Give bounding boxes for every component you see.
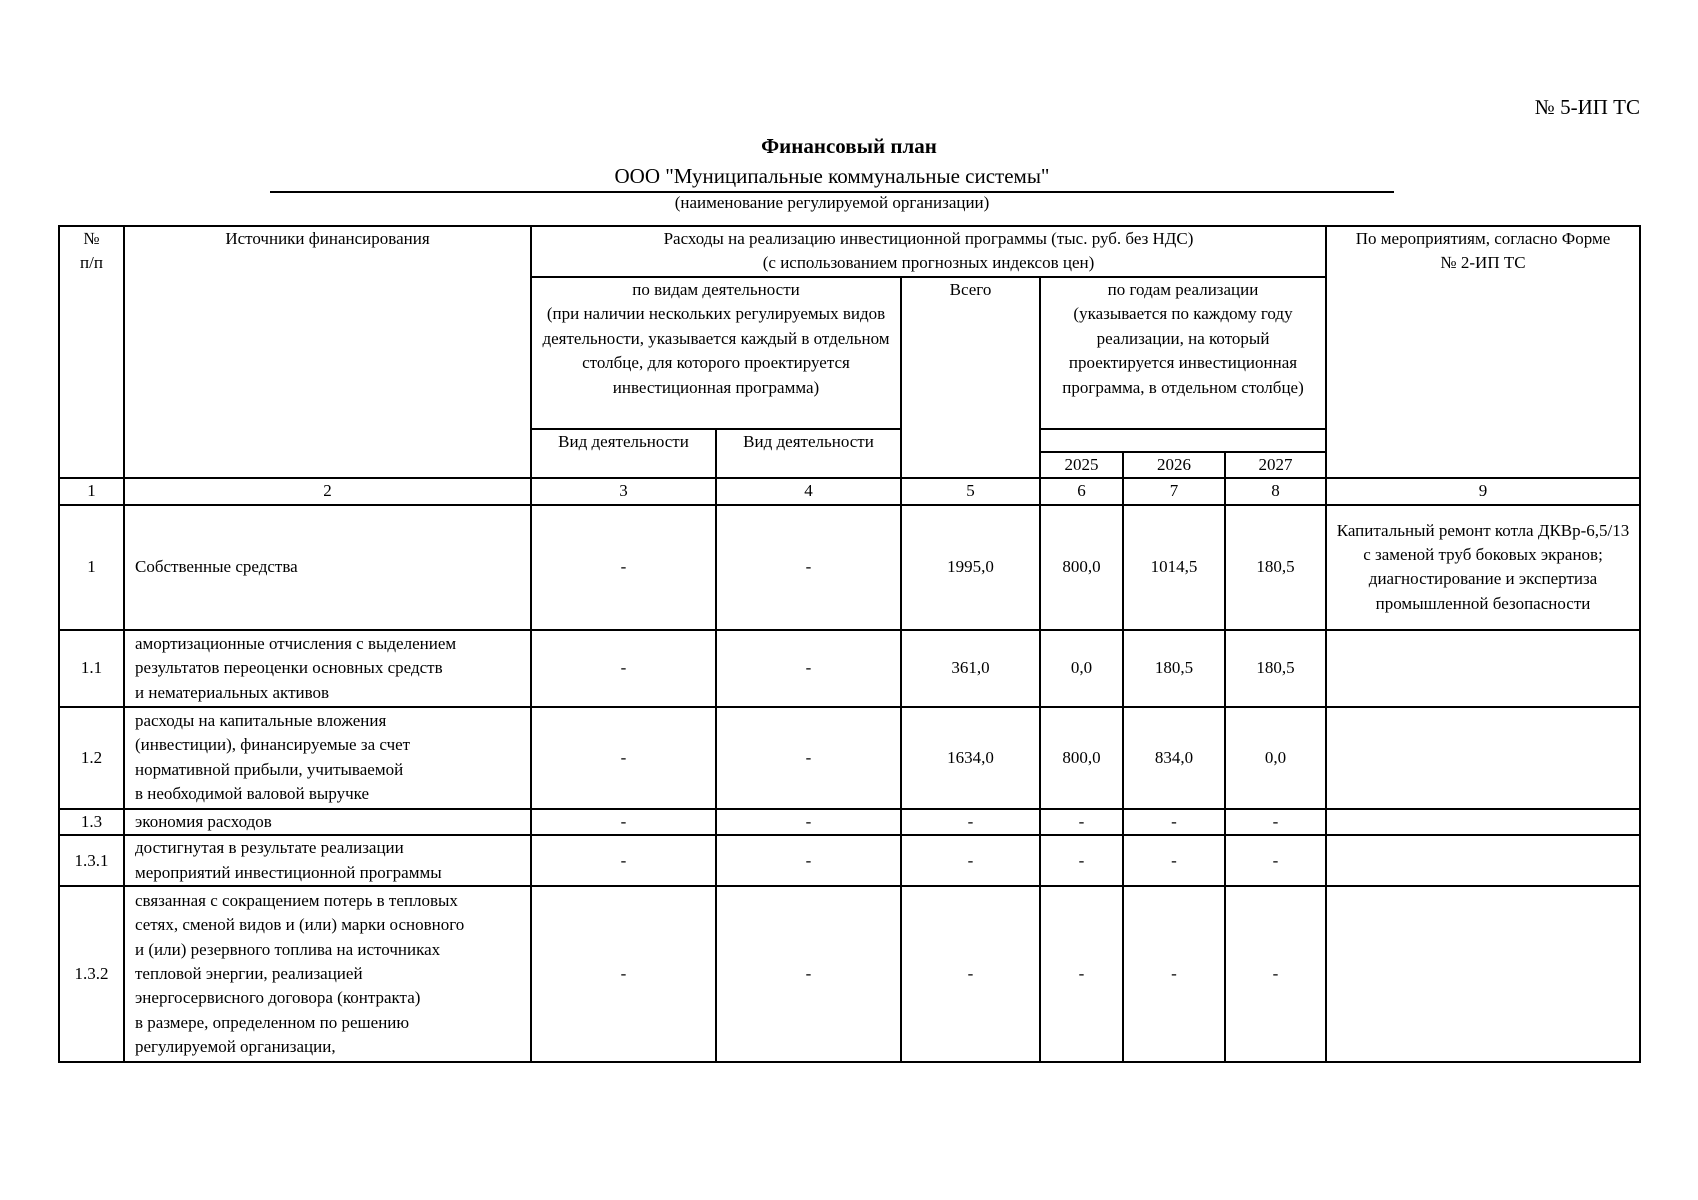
row-total-value: 361,0 [901, 630, 1040, 707]
header-year-2026: 2026 [1123, 452, 1225, 478]
header-row-number: № п/п [59, 226, 124, 478]
row-activity-1-value: - [531, 707, 716, 809]
header-sources: Источники финансирования [124, 226, 531, 478]
row-2025-value: - [1040, 835, 1123, 886]
header-year-spacer [1040, 429, 1326, 452]
organization-caption: (наименование регулируемой организации) [674, 193, 990, 212]
table-header [59, 226, 1640, 505]
row-2027-value: - [1225, 886, 1326, 1062]
financial-plan-table [58, 225, 1641, 1063]
table-row [59, 886, 1640, 1062]
header-by-activity: по видам деятельности (при наличии нескольких регулируемых видов деятельности, указывается каждый в отдельном столбце, для которого проектируется инвестиционная программа) [531, 277, 901, 429]
table-body [59, 505, 1640, 1062]
table-row [59, 809, 1640, 835]
row-activity-1-value: - [531, 505, 716, 630]
header-year-2025: 2025 [1040, 452, 1123, 478]
row-source-name: связанная с сокращением потерь в тепловых сетях, сменой видов и (или) марки основного и (или) резервного топлива на источниках тепловой энергии, реализацией энергосервисного договора (контракта) в размере, определенном по решению регулируемой организации, [124, 886, 531, 1062]
row-activity-2-value: - [716, 886, 901, 1062]
table-row [59, 835, 1640, 886]
header-by-measure: По мероприятиям, согласно Форме № 2-ИП ТС [1326, 226, 1640, 478]
column-number: 5 [901, 478, 1040, 504]
row-number: 1 [59, 505, 124, 630]
row-activity-1-value: - [531, 630, 716, 707]
row-source-name: достигнутая в результате реализации мероприятий инвестиционной программы [124, 835, 531, 886]
table-row [59, 630, 1640, 707]
table-row [59, 505, 1640, 630]
header-year-2027: 2027 [1225, 452, 1326, 478]
header-total: Всего [901, 277, 1040, 478]
row-2025-value: - [1040, 886, 1123, 1062]
row-total-value: - [901, 809, 1040, 835]
table-row [59, 707, 1640, 809]
row-activity-2-value: - [716, 835, 901, 886]
row-2026-value: 180,5 [1123, 630, 1225, 707]
row-total-value: 1995,0 [901, 505, 1040, 630]
row-number: 1.2 [59, 707, 124, 809]
form-code: № 5-ИП ТС [1534, 95, 1640, 119]
row-number: 1.1 [59, 630, 124, 707]
row-2025-value: 0,0 [1040, 630, 1123, 707]
row-number: 1.3.1 [59, 835, 124, 886]
row-2026-value: - [1123, 886, 1225, 1062]
row-source-name: амортизационные отчисления с выделением результатов переоценки основных средств и нематериальных активов [124, 630, 531, 707]
row-source-name: Собственные средства [124, 505, 531, 630]
row-total-value: - [901, 886, 1040, 1062]
row-2027-value: - [1225, 809, 1326, 835]
row-number: 1.3 [59, 809, 124, 835]
row-activity-1-value: - [531, 835, 716, 886]
row-measure [1326, 707, 1640, 809]
row-activity-1-value: - [531, 886, 716, 1062]
row-2026-value: 1014,5 [1123, 505, 1225, 630]
column-number: 9 [1326, 478, 1640, 504]
column-number: 7 [1123, 478, 1225, 504]
row-source-name: расходы на капитальные вложения (инвестиции), финансируемые за счет нормативной прибыли, учитываемой в необходимой валовой выручке [124, 707, 531, 809]
row-measure [1326, 886, 1640, 1062]
column-number-row [59, 478, 1640, 504]
row-2026-value: - [1123, 835, 1225, 886]
row-2026-value: - [1123, 809, 1225, 835]
row-measure [1326, 809, 1640, 835]
row-measure: Капитальный ремонт котла ДКВр-6,5/13 с заменой труб боковых экранов; диагностирование и экспертиза промышленной безопасности [1326, 505, 1640, 630]
header-activity-2: Вид деятельности [716, 429, 901, 478]
row-2025-value: 800,0 [1040, 505, 1123, 630]
row-2026-value: 834,0 [1123, 707, 1225, 809]
document-title: Финансовый план [761, 134, 937, 158]
column-number: 1 [59, 478, 124, 504]
header-activity-1: Вид деятельности [531, 429, 716, 478]
row-activity-2-value: - [716, 809, 901, 835]
row-2027-value: 180,5 [1225, 630, 1326, 707]
column-number: 2 [124, 478, 531, 504]
row-measure [1326, 835, 1640, 886]
header-by-year: по годам реализации (указывается по каждому году реализации, на который проектируется инвестиционная программа, в отдельном столбце) [1040, 277, 1326, 429]
column-number: 4 [716, 478, 901, 504]
row-measure [1326, 630, 1640, 707]
column-number: 3 [531, 478, 716, 504]
row-2025-value: 800,0 [1040, 707, 1123, 809]
organization-name: ООО "Муниципальные коммунальные системы" [270, 163, 1394, 193]
row-activity-2-value: - [716, 505, 901, 630]
column-number: 8 [1225, 478, 1326, 504]
row-activity-1-value: - [531, 809, 716, 835]
row-2027-value: 180,5 [1225, 505, 1326, 630]
row-activity-2-value: - [716, 630, 901, 707]
row-2027-value: - [1225, 835, 1326, 886]
row-source-name: экономия расходов [124, 809, 531, 835]
column-number: 6 [1040, 478, 1123, 504]
row-total-value: 1634,0 [901, 707, 1040, 809]
row-total-value: - [901, 835, 1040, 886]
row-number: 1.3.2 [59, 886, 124, 1062]
row-2025-value: - [1040, 809, 1123, 835]
row-2027-value: 0,0 [1225, 707, 1326, 809]
row-activity-2-value: - [716, 707, 901, 809]
header-expenses: Расходы на реализацию инвестиционной программы (тыс. руб. без НДС) (с использованием прогнозных индексов цен) [531, 226, 1326, 277]
